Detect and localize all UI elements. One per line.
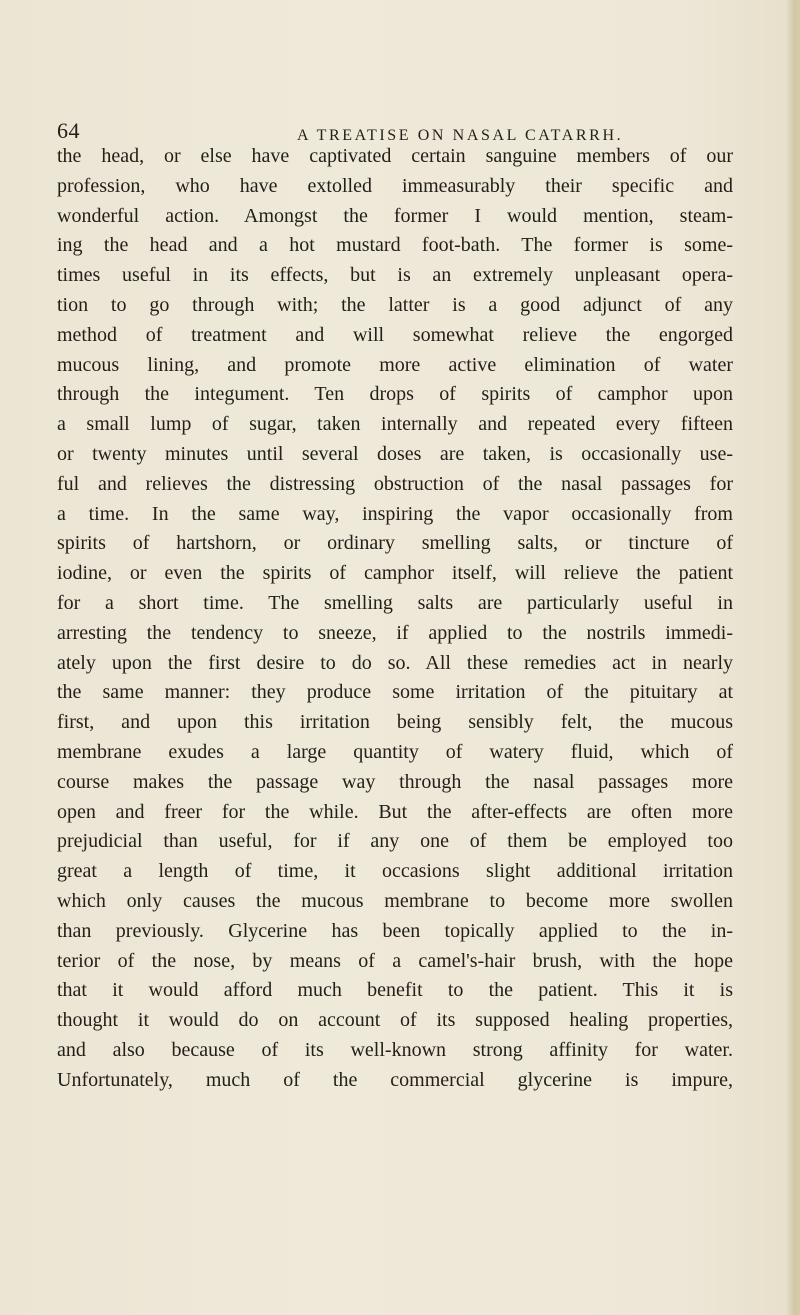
text-line: Unfortunately, much of the commercial glycerine is impure, — [57, 1068, 733, 1091]
text-line: arresting the tendency to sneeze, if applied to the nostrils immedi- — [57, 621, 733, 644]
text-line: iodine, or even the spirits of camphor itself, will relieve the patient — [57, 562, 733, 585]
text-line: ing the head and a hot mustard foot-bath. The former is some- — [57, 234, 733, 257]
page-edge-shadow — [786, 0, 800, 1315]
text-line: and also because of its well-known strong affinity for water. — [57, 1038, 733, 1061]
text-line: great a length of time, it occasions slight additional irritation — [57, 860, 733, 883]
text-line: than previously. Glycerine has been topically applied to the in- — [57, 919, 733, 942]
text-line: method of treatment and will somewhat relieve the engorged — [57, 323, 733, 346]
text-line: ately upon the first desire to do so. All these remedies act in nearly — [57, 651, 733, 674]
text-line: for a short time. The smelling salts are particularly useful in — [57, 591, 733, 614]
text-line: spirits of hartshorn, or ordinary smelling salts, or tincture of — [57, 532, 733, 555]
text-line: wonderful action. Amongst the former I would mention, steam- — [57, 204, 733, 227]
text-line: course makes the passage way through the nasal passages more — [57, 770, 733, 793]
text-line: tion to go through with; the latter is a good adjunct of any — [57, 293, 733, 316]
text-line: thought it would do on account of its supposed healing properties, — [57, 1009, 733, 1032]
text-line: through the integument. Ten drops of spirits of camphor upon — [57, 383, 733, 406]
text-line: that it would afford much benefit to the patient. This it is — [57, 979, 733, 1002]
text-line: open and freer for the while. But the after-effects are often more — [57, 800, 733, 823]
text-line: the same manner: they produce some irritation of the pituitary at — [57, 681, 733, 704]
text-line: prejudicial than useful, for if any one of them be employed too — [57, 830, 733, 853]
text-line: first, and upon this irritation being sensibly felt, the mucous — [57, 711, 733, 734]
text-line: times useful in its effects, but is an extremely unpleasant opera- — [57, 264, 733, 287]
text-line: a time. In the same way, inspiring the vapor occasionally from — [57, 502, 733, 525]
page-number: 64 — [57, 118, 80, 143]
body-text — [57, 142, 733, 1096]
text-line: profession, who have extolled immeasurably their specific and — [57, 174, 733, 197]
text-line: ful and relieves the distressing obstruction of the nasal passages for — [57, 472, 733, 495]
text-line: mucous lining, and promote more active elimination of water — [57, 353, 733, 376]
text-line: or twenty minutes until several doses are taken, is occasionally use- — [57, 442, 733, 465]
text-line: the head, or else have captivated certain sanguine members of our — [57, 145, 733, 167]
text-line: membrane exudes a large quantity of watery fluid, which of — [57, 740, 733, 763]
text-line: a small lump of sugar, taken internally and repeated every fifteen — [57, 413, 733, 436]
text-line: terior of the nose, by means of a camel's-hair brush, with the hope — [57, 949, 733, 972]
running-head: A TREATISE ON NASAL CATARRH. — [297, 127, 624, 144]
text-line: which only causes the mucous membrane to become more swollen — [57, 889, 733, 912]
